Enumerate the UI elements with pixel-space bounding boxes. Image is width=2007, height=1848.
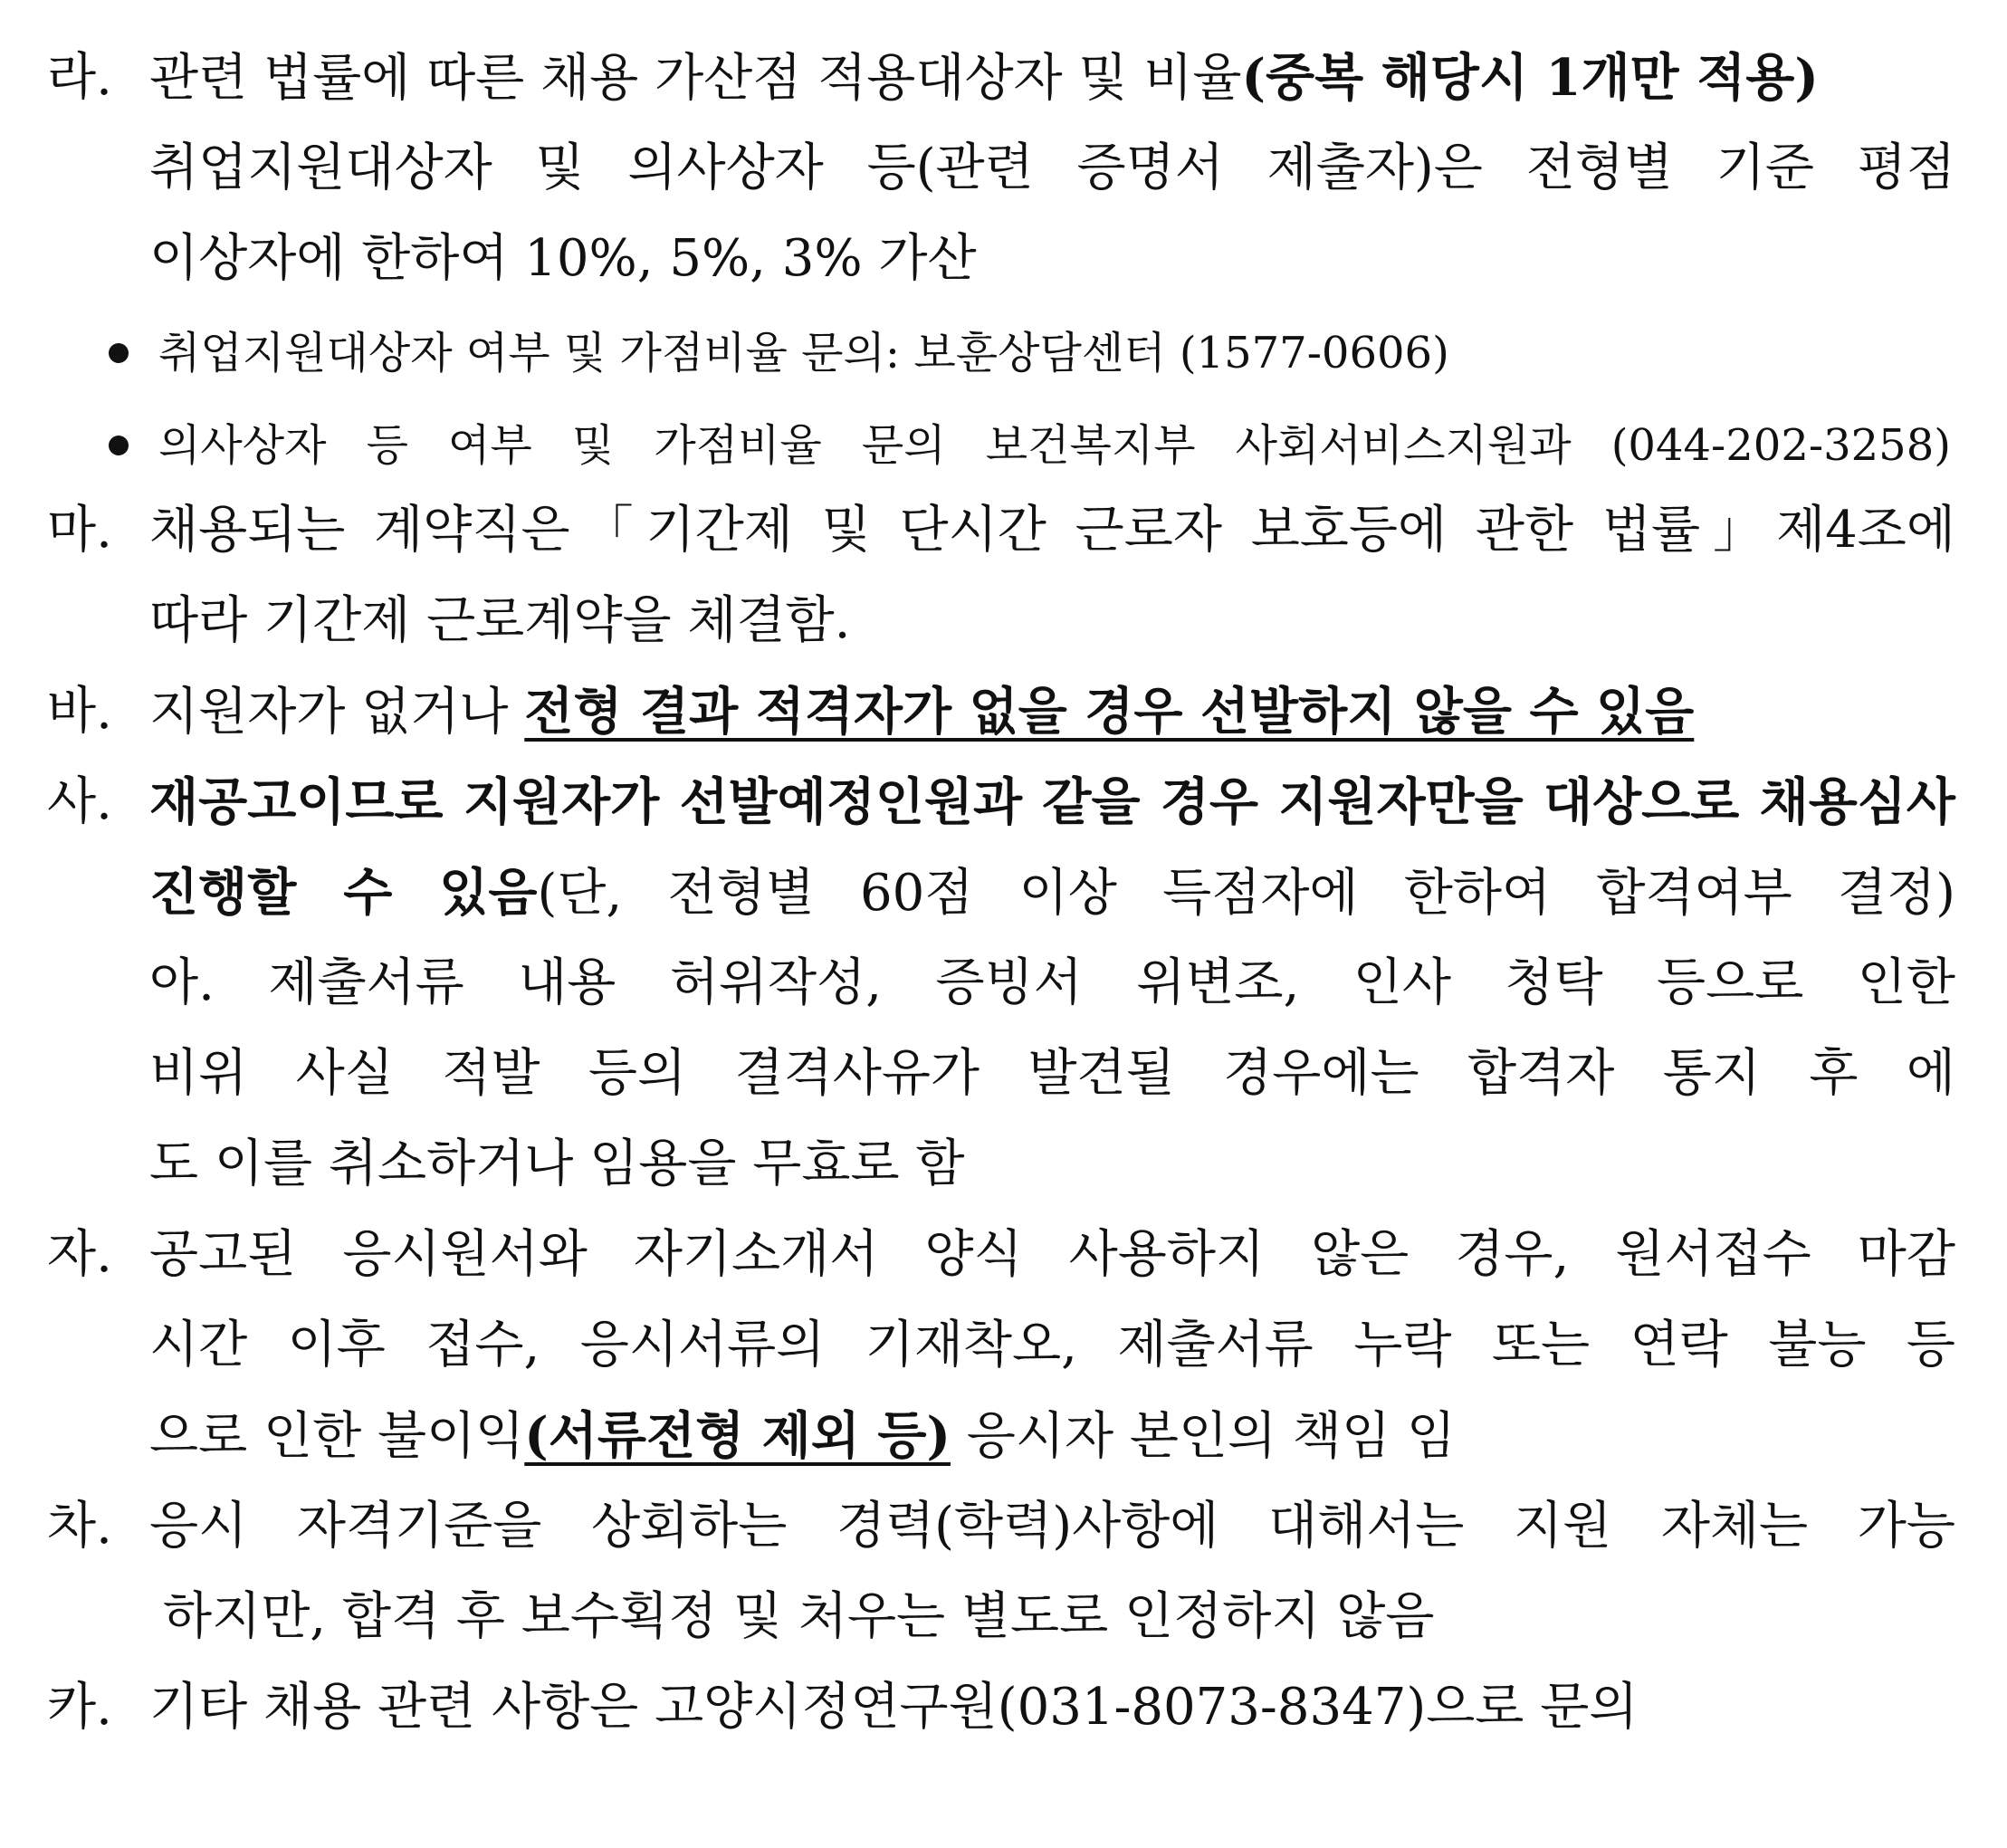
item-sa-line-2 — [149, 849, 1955, 936]
item-ka-line-1: 기타 채용 관련 사항은 고양시정연구원(031-8073-8347)으로 문의 — [149, 1678, 1639, 1737]
item-sa-line-2-text: (단, 전형별 60점 이상 득점자에 한하여 합격여부 결정) — [537, 864, 1955, 923]
item-ra-bullet-1: 취업지원대상자 여부 및 가점비율 문의: 보훈상담센터 (1577-0606) — [158, 328, 1449, 378]
item-sa-line-1: 재공고이므로 지원자가 선발예정인원과 같을 경우 지원자만을 대상으로 채용심사 — [149, 772, 1955, 832]
item-ja-line-3-text-a: 으로 인한 불이익 — [149, 1407, 525, 1466]
item-ja-marker: 자. — [47, 1225, 112, 1284]
item-ra-line-1-bold: (중복 해당시 1개만 적용) — [1241, 48, 1819, 108]
item-sa-marker: 사. — [47, 772, 112, 831]
item-ja-line-2: 시간 이후 접수, 응시서류의 기재착오, 제출서류 누락 또는 연락 불능 등 — [149, 1316, 1955, 1374]
item-ma-marker: 마. — [47, 501, 112, 560]
item-ra-bullet-2: 의사상자 등 여부 및 가점비율 문의 보건복지부 사회서비스지원과 (044-202-3258) — [158, 420, 1951, 471]
bullet-icon — [109, 343, 129, 363]
item-ra-line-1 — [149, 34, 1819, 121]
item-a-line-2: 비위 사실 적발 등의 결격사유가 발견될 경우에는 합격자 통지 후 에 — [149, 1044, 1955, 1103]
item-ma-line-2: 따라 기간제 근로계약을 체결함. — [149, 591, 851, 650]
item-ra-line-3: 이상자에 한하여 10%, 5%, 3% 가산 — [149, 229, 977, 288]
item-cha-line-2: 하지만, 합격 후 보수획정 및 처우는 별도로 인정하지 않음 — [163, 1587, 1435, 1646]
bullet-icon — [109, 436, 129, 455]
item-ja-line-1: 공고된 응시원서와 자기소개서 양식 사용하지 않은 경우, 원서접수 마감 — [149, 1225, 1955, 1284]
item-ba-line-1-text: 지원자가 없거나 — [149, 683, 525, 742]
item-ja-line-3-text-b: 응시자 본인의 책임 임 — [950, 1407, 1457, 1466]
item-cha-line-1: 응시 자격기준을 상회하는 경력(학력)사항에 대해서는 지원 자체는 가능 — [149, 1497, 1955, 1556]
item-ra-line-1-text: 관련 법률에 따른 채용 가산점 적용대상자 및 비율 — [149, 49, 1242, 108]
item-ba-line-1-emphasis: 전형 결과 적격자가 없을 경우 선발하지 않을 수 있음 — [524, 682, 1695, 742]
item-sa-line-2-bold: 진행할 수 있음 — [149, 863, 538, 923]
item-ra-marker: 라. — [47, 48, 112, 107]
item-ja-line-3 — [149, 1393, 1456, 1479]
item-ba-marker: 바. — [47, 682, 112, 741]
item-ja-line-3-emphasis: (서류전형 제외 등) — [524, 1406, 951, 1466]
item-ka-marker: 카. — [47, 1678, 112, 1737]
item-ba-line-1 — [149, 668, 1694, 755]
item-ra-line-2: 취업지원대상자 및 의사상자 등(관련 증명서 제출자)은 전형별 기준 평점 — [149, 139, 1955, 197]
item-cha-marker: 차. — [47, 1497, 112, 1556]
item-a-line-3: 도 이를 취소하거나 임용을 무효로 함 — [149, 1135, 965, 1193]
item-ma-line-1: 채용되는 계약직은「기간제 및 단시간 근로자 보호등에 관한 법률」제4조에 — [149, 501, 1955, 560]
item-a-line-1: 아. 제출서류 내용 허위작성, 증빙서 위변조, 인사 청탁 등으로 인한 — [149, 953, 1955, 1012]
